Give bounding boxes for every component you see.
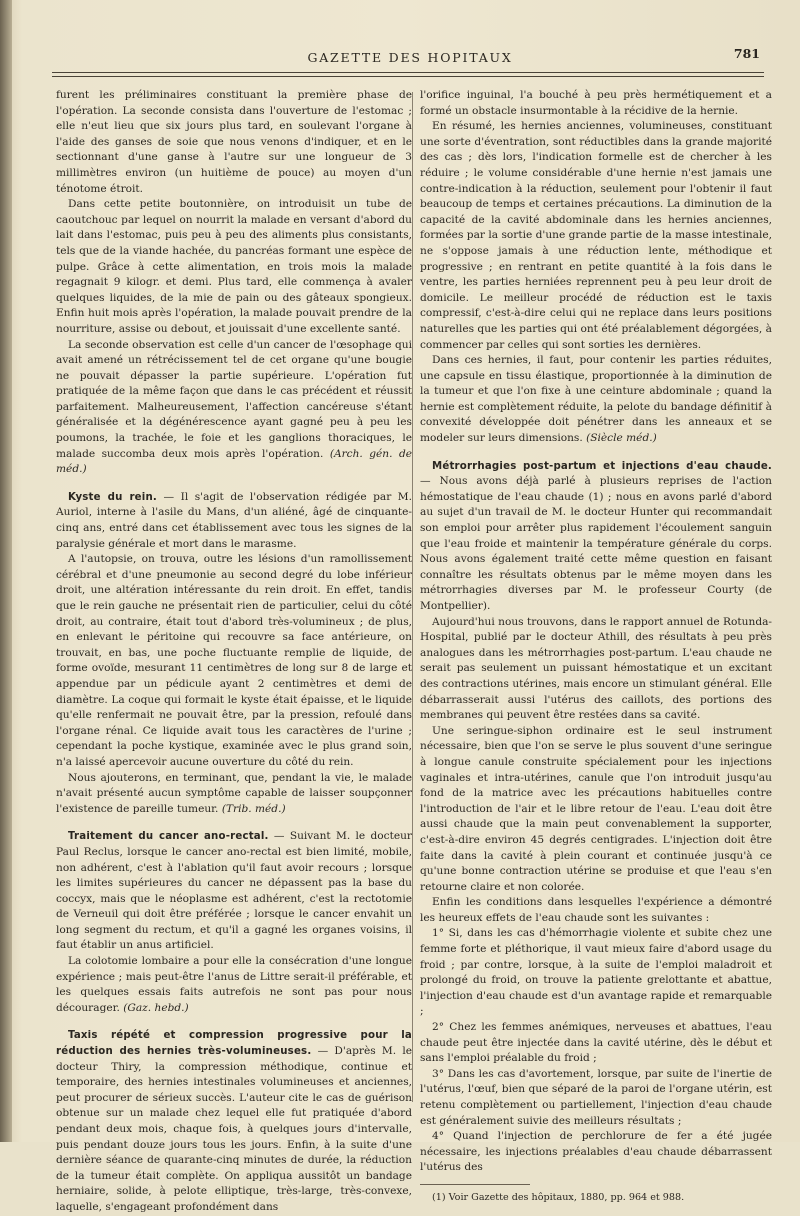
article-kyste-du-rein: Kyste du rein. — Il s'agit de l'observation rédigée par M. Auriol, interne à l'asile du Mans, d'un aliéné, âgé de cinquante-cinq ans, entré dans cet établissement avec tous les signes de la paralysie générale et mort dans le marasme. [56, 490, 413, 550]
source-citation: (Trib. méd.) [221, 802, 286, 815]
page-number: 781 [733, 46, 760, 61]
list-item: 2° Chez les femmes anémiques, nerveuses et abattues, l'eau chaude peut être injectée dans la cavité utérine, dès le début et sans l'emploi préalable du froid ; [420, 1021, 772, 1065]
journal-title: GAZETTE DES HOPITAUX [307, 50, 513, 65]
paragraph: Aujourd'hui nous trouvons, dans le rapport annuel de Rotunda-Hospital, publié par le docteur Athill, des résultats à peu près analogues dans les métrorrhagies post-partum. L'eau chaude ne serait pas seulement un puissant hémostatique et un excitant des contractions utérines, mais encore un stimulant général. Elle débarrasserait aussi l'utérus des caillots, des portions des membranes qui peuvent être restées dans sa cavité. [420, 615, 772, 722]
list-item: 1° Si, dans les cas d'hémorrhagie violente et subite chez une femme forte et pléthorique, il vaut mieux faire d'abord usage du froid ; par contre, lorsque, à la suite de l'emploi maladroit et prolongé du froid, on trouve la patiente grelottante et abattue, l'injection d'eau chaude est d'un avantage rapide et remarquable ; [420, 927, 772, 1018]
footnote-rule [420, 1184, 530, 1185]
paragraph: Dans ces hernies, il faut, pour contenir les parties réduites, une capsule en tissu élastique, proportionnée à la diminution de la tumeur et que l'on fixe à une ceinture abdominale ; quand la hernie est complètement réduite, la pelote du bandage définitif à convexité développée doit pénétrer dans les anneaux et se modeler sur leurs dimensions. (Siècle méd.) [420, 354, 772, 445]
section-heading: Traitement du cancer ano-rectal. [68, 831, 269, 843]
column-divider [412, 92, 413, 1102]
paragraph: En résumé, les hernies anciennes, volumineuses, constituant une sorte d'éventration, sont réductibles dans la grande majorité des cas ; dès lors, l'indication formelle est de chercher à les réduire ; le volume considérable d'une hernie n'est jamais une contre-indication à la réduction, seulement pour l'obtenir il faut beaucoup de temps et certaines précautions. La diminution de la capacité de la cavité abdominale dans les hernies anciennes, formées par la sortie d'une grande partie de la masse intestinale, ne s'oppose jamais à une réduction lente, méthodique et progressive ; en rentrant en petite quantité à la fois dans le ventre, les parties herniées reprennent peu à peu leur droit de domicile. Le meilleur procédé de réduction est le taxis compressif, c'est-à-dire celui qui ne replace dans leurs positions naturelles que les parties qui ont été préalablement dégorgées, à commencer par celles qui sont sorties les dernières. [420, 120, 772, 351]
article-cancer-ano-rectal: Traitement du cancer ano-rectal. — Suivant M. le docteur Paul Reclus, lorsque le cancer ano-rectal est bien limité, mobile, non adhérent, c'est à l'ablation qu'il faut avoir recours ; lorsque les limites supérieures du cancer ne dépassent pas la base du coccyx, mais que le néoplasme est adhérent, c'est la rectotomie de Verneuil qui doit être préférée ; lorsque le cancer envahit un long segment du rectum, et qu'il a gagné les organes voisins, il faut établir un anus artificiel. [56, 830, 412, 952]
section-heading: Kyste du rein. [68, 491, 158, 503]
paragraph: l'orifice inguinal, l'a bouché à peu près hermétiquement et a formé un obstacle insurmontable à la récidive de la hernie. [420, 89, 772, 117]
list-item: 4° Quand l'injection de perchlorure de fer a été jugée nécessaire, les injections préalables d'eau chaude débarrassent l'utérus des [420, 1130, 772, 1174]
source-citation: (Gaz. hebd.) [123, 1001, 189, 1014]
page-header [60, 48, 760, 70]
paragraph: Nous ajouterons, en terminant, que, pendant la vie, le malade n'avait présenté aucun symptôme capable de laisser soupçonner l'existence de pareille tumeur. (Trib. méd.) [56, 771, 412, 815]
header-rule [52, 72, 764, 73]
header-rule-thin [52, 76, 764, 77]
paragraph: Enfin les conditions dans lesquelles l'expérience a démontré les heureux effets de l'eau chaude sont les suivantes : [420, 896, 772, 924]
paragraph: La seconde observation est celle d'un cancer de l'œsophage qui avait amené un rétrécissement tel de cet organe qu'une bougie ne pouvait dépasser la partie supérieure. L'opération fut pratiquée de la même façon que dans le cas précédent et réussit parfaitement. Malheureusement, l'affection cancéreuse s'étant généralisée et la dégénérescence ayant gagné peu à peu les poumons, la trachée, le foie et les ganglions thoraciques, le malade succomba deux mois après l'opération. (Arch. gén. de méd.) [56, 338, 413, 476]
binding-edge [0, 0, 12, 1142]
source-citation: (Arch. gén. de méd.) [56, 447, 413, 476]
paragraph: La colotomie lombaire a pour elle la consécration d'une longue expérience ; mais peut-être l'anus de Littre serait-il préférable, et les quelques essais faits autrefois ne sont pas pour nous décourager. (Gaz. hebd.) [56, 955, 412, 1014]
paragraph: Dans cette petite boutonnière, on introduisit un tube de caoutchouc par lequel on nourrit la malade en versant d'abord du lait dans l'estomac, puis peu à peu des aliments plus consistants, tels que de la viande hachée, du pancréas formant une espèce de pulpe. Grâce à cette alimentation, en trois mois la malade regagnait 9 kilogr. et demi. Plus tard, elle commença à avaler quelques liquides, de la mie de pain ou des gâteaux spongieux. Enfin huit mois après l'opération, la malade pouvait prendre de la nourriture, assise ou debout, et jouissait d'une excellente santé. [56, 198, 412, 335]
section-heading: Taxis répété et compression progressive pour la réduction des hernies très-volumineuses. [56, 1030, 412, 1058]
footnote: (1) Voir Gazette des hôpitaux, 1880, pp. 964 et 988. [432, 1191, 685, 1203]
paragraph: Une seringue-siphon ordinaire est le seul instrument nécessaire, bien que l'on se serve le plus souvent d'une seringue à longue canule construite spécialement pour les injections vaginales et intra-utérines, canule que l'on introduit jusqu'au fond de la matrice avec les précautions habituelles contre l'introduction de l'air et le libre retour de l'eau. L'eau doit être aussi chaude que la main peut convenablement la supporter, c'est-à-dire environ 45 degrés centigrades. L'injection doit être faite dans la cavité à plein courant et continuée jusqu'à ce qu'une bonne contraction utérine se produise et que l'eau s'en retourne claire et non colorée. [420, 724, 772, 893]
list-item: 3° Dans les cas d'avortement, lorsque, par suite de l'inertie de l'utérus, l'œuf, bien que séparé de la paroi de l'organe utérin, est retenu complètement ou partiellement, l'injection d'eau chaude est généralement suivie des meilleurs résultats ; [420, 1067, 772, 1127]
section-heading: Métrorrhagies post-partum et injections d'eau chaude. [432, 460, 772, 472]
paragraph: A l'autopsie, on trouva, outre les lésions d'un ramollissement cérébral et d'une pneumonie au second degré du lobe inférieur droit, une altération intéressante du rein droit. En effet, tandis que le rein gauche ne présentait rien de particulier, celui du côté droit, au contraire, était tout d'abord très-volumineux ; de plus, en enlevant le péritoine qui recouvre sa face antérieure, on trouvait, en bas, une poche fluctuante remplie de liquide, de forme ovoïde, mesurant 11 centimètres de long sur 8 de large et appendue par un pédicule ayant 2 centimètres et demi de diamètre. La coque qui formait le kyste était épaisse, et le liquide qu'elle renfermait ne pouvait être, par la pression, refoulé dans l'organe rénal. Ce liquide avait tous les caractères de l'urine ; cependant la poche kystique, examinée avec le plus grand soin, n'a laissé apercevoir aucune ouverture du côté du rein. [56, 553, 412, 768]
article-taxis-repete: Taxis répété et compression progressive pour la réduction des hernies très-volumineuses. — D'après M. le docteur Thiry, la compression méthodique, continue et temporaire, des hernies intestinales volumineuses et anciennes, peut procurer de sérieux succès. L'auteur cite le cas de guérison obtenue sur un malade chez lequel elle fut pratiquée d'abord pendant deux mois, chaque fois, à quelques jours d'intervalle, puis pendant douze jours tous les jours. Enfin, à la suite d'une dernière séance de quarante-cinq minutes de durée, la réduction de la tumeur était complète. On appliqua aussitôt un bandage herniaire, solide, à pelote elliptique, très-large, très-convexe, laquelle, s'engageant profondément dans [56, 1030, 412, 1213]
source-citation: (Siècle méd.) [586, 432, 657, 445]
paragraph: furent les préliminaires constituant la première phase de l'opération. La seconde consista dans l'ouverture de l'estomac ; elle n'eut lieu que six jours plus tard, en soulevant l'organe à l'aide des ganses de soie que nous venons d'indiquer, et en le sectionnant d'une ganse à l'autre sur une longueur de 3 millimètres environ (un huitième de pouce) au moyen d'un ténotome étroit. [56, 89, 412, 195]
right-column [420, 88, 772, 1204]
article-metrorrhagies: Métrorrhagies post-partum et injections d'eau chaude. — Nous avons déjà parlé à plusieurs reprises de l'action hémostatique de l'eau chaude (1) ; nous en avons parlé d'abord au sujet d'un travail de M. le docteur Hunter qui recommandait son emploi pour arrêter plus rapidement l'écoulement sanguin que l'eau froide et maintenir la température générale du corps. Nous avons également traité cette même question en faisant connaître les résultats obtenus par le même moyen dans les métrorrhagies diverses par M. le professeur Courty (de Montpellier). [420, 460, 772, 612]
left-column [56, 88, 412, 1216]
